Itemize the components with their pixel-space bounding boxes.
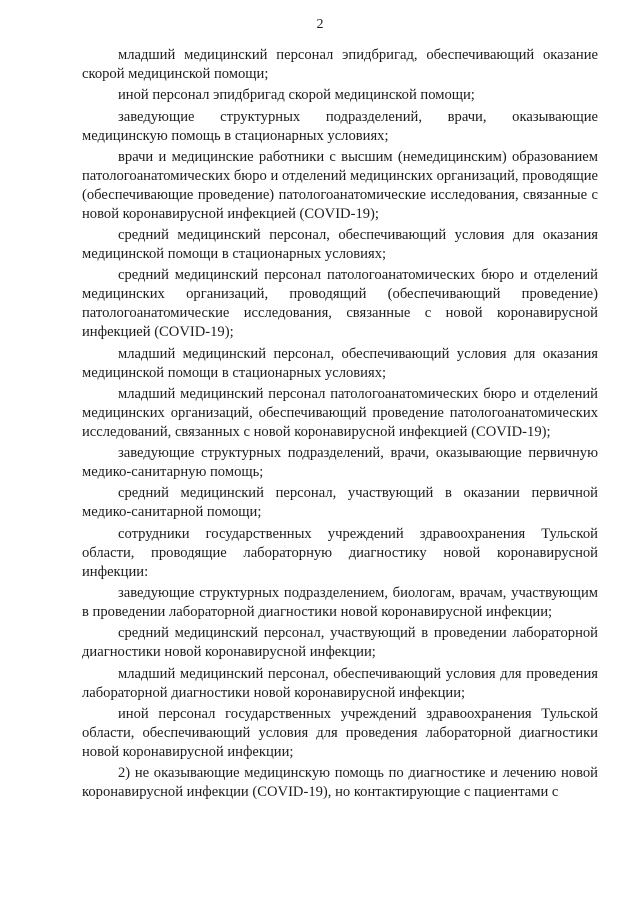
paragraph: врачи и медицинские работники с высшим (немедицинским) образованием патологоанатомических бюро и отделений медицинских организаций, проводящие (обеспечивающие проведение) патологоанатомические исследования, связанные с новой коронавирусной инфекцией (COVID-19);	[82, 149, 598, 222]
paragraph: сотрудники государственных учреждений здравоохранения Тульской области, проводящие лабораторную диагностику новой коронавирусной инфекции:	[82, 525, 598, 580]
paragraph: младший медицинский персонал эпидбригад, обеспечивающий оказание скорой медицинской помощи;	[82, 47, 598, 82]
document-body	[82, 46, 598, 802]
paragraph: иной персонал эпидбригад скорой медицинской помощи;	[118, 87, 475, 104]
paragraph: заведующие структурных подразделений, врачи, оказывающие медицинскую помощь в стационарных условиях;	[82, 108, 598, 144]
paragraph: средний медицинский персонал патологоанатомических бюро и отделений медицинских организаций, проводящий (обеспечивающий проведение) патологоанатомические исследования, связанные с новой коронавирусной инфекцией (COVID-19);	[82, 267, 598, 341]
page-number: 2	[316, 17, 324, 32]
paragraph: младший медицинский персонал патологоанатомических бюро и отделений медицинских организаций, обеспечивающий проведение патологоанатомических исследований, связанных с новой коронавирусной инфекцией (COVID-19);	[82, 385, 598, 440]
paragraph: средний медицинский персонал, участвующий в оказании первичной медико-санитарной помощи;	[82, 485, 598, 521]
paragraph: средний медицинский персонал, участвующий в проведении лабораторной диагностики новой коронавирусной инфекции;	[82, 625, 598, 661]
paragraph: 2) не оказывающие медицинскую помощь по диагностике и лечению новой коронавирусной инфекции (COVID-19), но контактирующие с пациентами с	[82, 765, 598, 801]
paragraph: средний медицинский персонал, обеспечивающий условия для оказания медицинской помощи в стационарных условиях;	[82, 227, 598, 263]
paragraph: заведующие структурных подразделением, биологам, врачам, участвующим в проведении лабораторной диагностики новой коронавирусной инфекции;	[82, 584, 598, 620]
paragraph: младший медицинский персонал, обеспечивающий условия для оказания медицинской помощи в стационарных условиях;	[82, 345, 598, 381]
paragraph: заведующие структурных подразделений, врачи, оказывающие первичную медико-санитарную помощь;	[82, 445, 598, 481]
paragraph: иной персонал государственных учреждений здравоохранения Тульской области, обеспечивающий условия для проведения лабораторной диагностики новой коронавирусной инфекции;	[82, 705, 598, 760]
paragraph: младший медицинский персонал, обеспечивающий условия для проведения лабораторной диагностики новой коронавирусной инфекции;	[82, 665, 598, 701]
